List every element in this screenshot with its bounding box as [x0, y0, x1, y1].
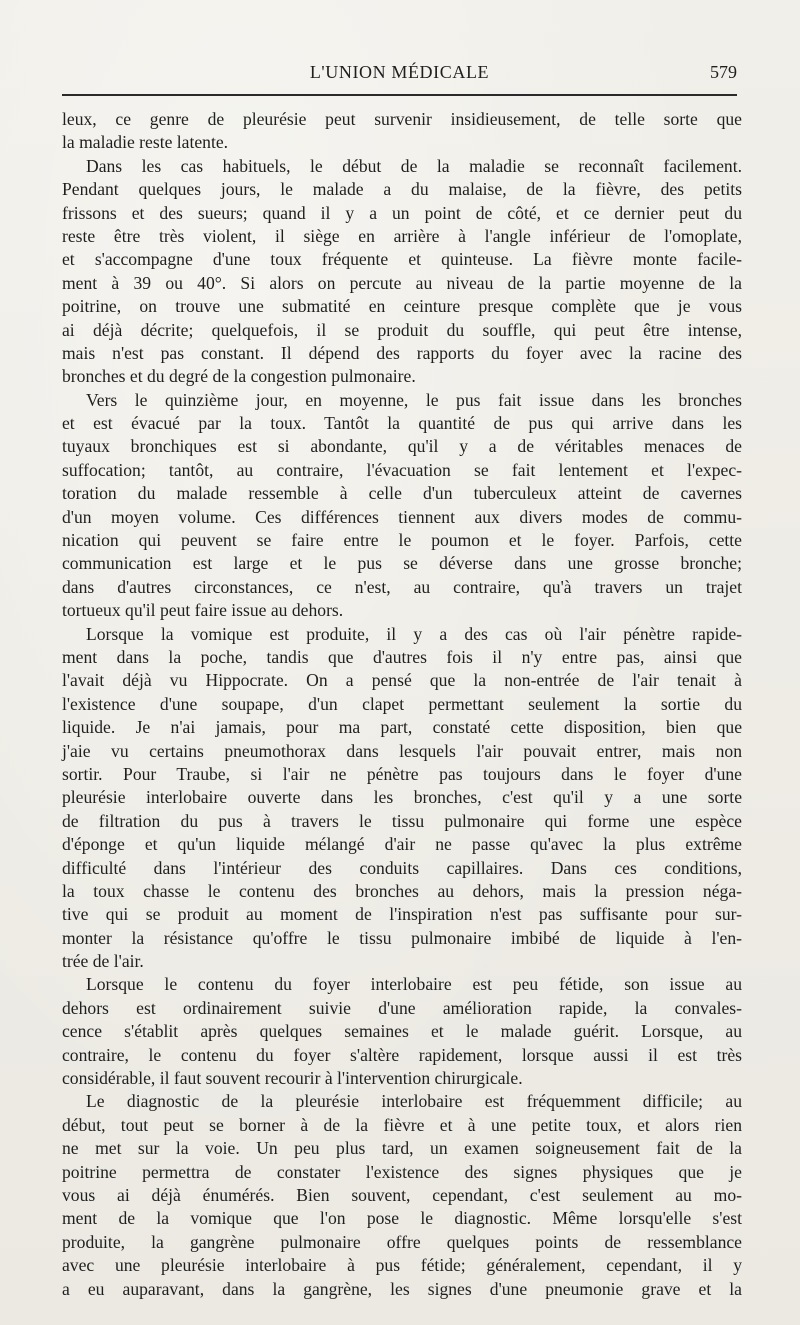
- text-line: tive qui se produit au moment de l'inspiration n'est pas suffisante pour sur-: [62, 904, 742, 925]
- text-line: Lorsque le contenu du foyer interlobaire est peu fétide, son issue au: [86, 974, 742, 995]
- text-line: d'un moyen volume. Ces différences tiennent aux divers modes de commu-: [62, 506, 742, 527]
- text-line: toration du malade ressemble à celle d'un tuberculeux atteint de cavernes: [62, 483, 742, 504]
- header-rule: [62, 94, 737, 96]
- text-line: ment dans la poche, tandis que d'autres fois il n'y entre pas, ainsi que: [62, 646, 742, 667]
- text-line: et est évacué par la toux. Tantôt la quantité de pus qui arrive dans les: [62, 413, 742, 434]
- page-number: 579: [710, 62, 737, 82]
- text-line: poitrine, on trouve une submatité en ceinture presque complète que je vous: [62, 296, 742, 317]
- text-line: reste être très violent, il siège en arrière à l'angle inférieur de l'omoplate,: [62, 225, 742, 246]
- page-header: [62, 60, 737, 90]
- text-line: la toux chasse le contenu des bronches au dehors, mais la pression néga-: [62, 880, 742, 901]
- text-line: j'aie vu certains pneumothorax dans lesquels l'air pouvait entrer, mais non: [62, 740, 742, 761]
- text-line: ai déjà décrite; quelquefois, il se produit du souffle, qui peut être intense,: [62, 319, 742, 340]
- text-line: Pendant quelques jours, le malade a du malaise, de la fièvre, des petits: [62, 179, 742, 200]
- text-line: ment à 39 ou 40°. Si alors on percute au niveau de la partie moyenne de la: [62, 272, 742, 293]
- text-line: contraire, le contenu du foyer s'altère rapidement, lorsque aussi il est très: [62, 1044, 742, 1065]
- text-line: communication est large et le pus se déverse dans une grosse bronche;: [62, 553, 742, 574]
- text-line: liquide. Je n'ai jamais, pour ma part, constaté cette disposition, bien que: [62, 717, 742, 738]
- text-line: Vers le quinzième jour, en moyenne, le pus fait issue dans les bronches: [86, 389, 742, 410]
- text-line: sortir. Pour Traube, si l'air ne pénètre pas toujours dans le foyer d'une: [62, 763, 742, 784]
- text-line: d'éponge et qu'un liquide mélangé d'air ne passe qu'avec la plus extrême: [62, 834, 742, 855]
- text-line: a eu auparavant, dans la gangrène, les signes d'une pneumonie grave et la: [62, 1278, 742, 1299]
- text-line: Lorsque la vomique est produite, il y a des cas où l'air pénètre rapide-: [86, 623, 742, 644]
- text-line: dehors est ordinairement suivie d'une amélioration rapide, la convales-: [62, 997, 742, 1018]
- text-line: suffocation; tantôt, au contraire, l'évacuation se fait lentement et l'expec-: [62, 459, 742, 480]
- text-line: produite, la gangrène pulmonaire offre quelques points de ressemblance: [62, 1231, 742, 1252]
- text-line: difficulté dans l'intérieur des conduits capillaires. Dans ces conditions,: [62, 857, 742, 878]
- text-line: début, tout peut se borner à de la fièvre et à une petite toux, et alors rien: [62, 1114, 742, 1135]
- text-line: ne met sur la voie. Un peu plus tard, un examen soigneusement fait de la: [62, 1138, 742, 1159]
- text-line: Le diagnostic de la pleurésie interlobaire est fréquemment difficile; au: [86, 1091, 742, 1112]
- text-line: Dans les cas habituels, le début de la maladie se reconnaît facilement.: [86, 155, 742, 176]
- text-line: cence s'établit après quelques semaines et le malade guérit. Lorsque, au: [62, 1021, 742, 1042]
- text-line: mais n'est pas constant. Il dépend des rapports du foyer avec la racine des: [62, 342, 742, 363]
- text-line: vous ai déjà énumérés. Bien souvent, cependant, c'est seulement au mo-: [62, 1184, 742, 1205]
- text-line: tuyaux bronchiques est si abondante, qu'il y a de véritables menaces de: [62, 436, 742, 457]
- text-line: et s'accompagne d'une toux fréquente et quinteuse. La fièvre monte facile-: [62, 249, 742, 270]
- text-line: leux, ce genre de pleurésie peut survenir insidieusement, de telle sorte que: [62, 109, 742, 129]
- text-line: trée de l'air.: [62, 951, 144, 972]
- running-title: L'UNION MÉDICALE: [309, 62, 490, 82]
- text-line: de filtration du pus à travers le tissu pulmonaire qui forme une espèce: [62, 810, 742, 831]
- text-line: ment de la vomique que l'on pose le diagnostic. Même lorsqu'elle s'est: [62, 1208, 742, 1229]
- text-line: pleurésie interlobaire ouverte dans les bronches, c'est qu'il y a une sorte: [62, 787, 742, 808]
- text-line: nication qui peuvent se faire entre le poumon et le foyer. Parfois, cette: [62, 530, 742, 551]
- text-line: l'existence d'une soupape, d'un clapet permettant seulement la sortie du: [62, 693, 742, 714]
- text-line: dans d'autres circonstances, ce n'est, au contraire, qu'à travers un trajet: [62, 576, 742, 597]
- text-line: poitrine permettra de constater l'existence des signes physiques que je: [62, 1161, 742, 1182]
- text-line: la maladie reste latente.: [62, 132, 229, 153]
- body-text: [62, 108, 742, 1301]
- text-line: frissons et des sueurs; quand il y a un point de côté, et ce dernier peut du: [62, 202, 742, 223]
- text-line: tortueux qu'il peut faire issue au dehors.: [62, 600, 344, 621]
- text-line: monter la résistance qu'offre le tissu pulmonaire imbibé de liquide à l'en-: [62, 927, 742, 948]
- text-line: bronches et du degré de la congestion pulmonaire.: [62, 366, 416, 387]
- text-line: l'avait déjà vu Hippocrate. On a pensé que la non-entrée de l'air tenait à: [62, 670, 742, 691]
- text-line: considérable, il faut souvent recourir à l'intervention chirurgicale.: [62, 1068, 523, 1089]
- text-line: avec une pleurésie interlobaire à pus fétide; généralement, cependant, il y: [62, 1255, 742, 1276]
